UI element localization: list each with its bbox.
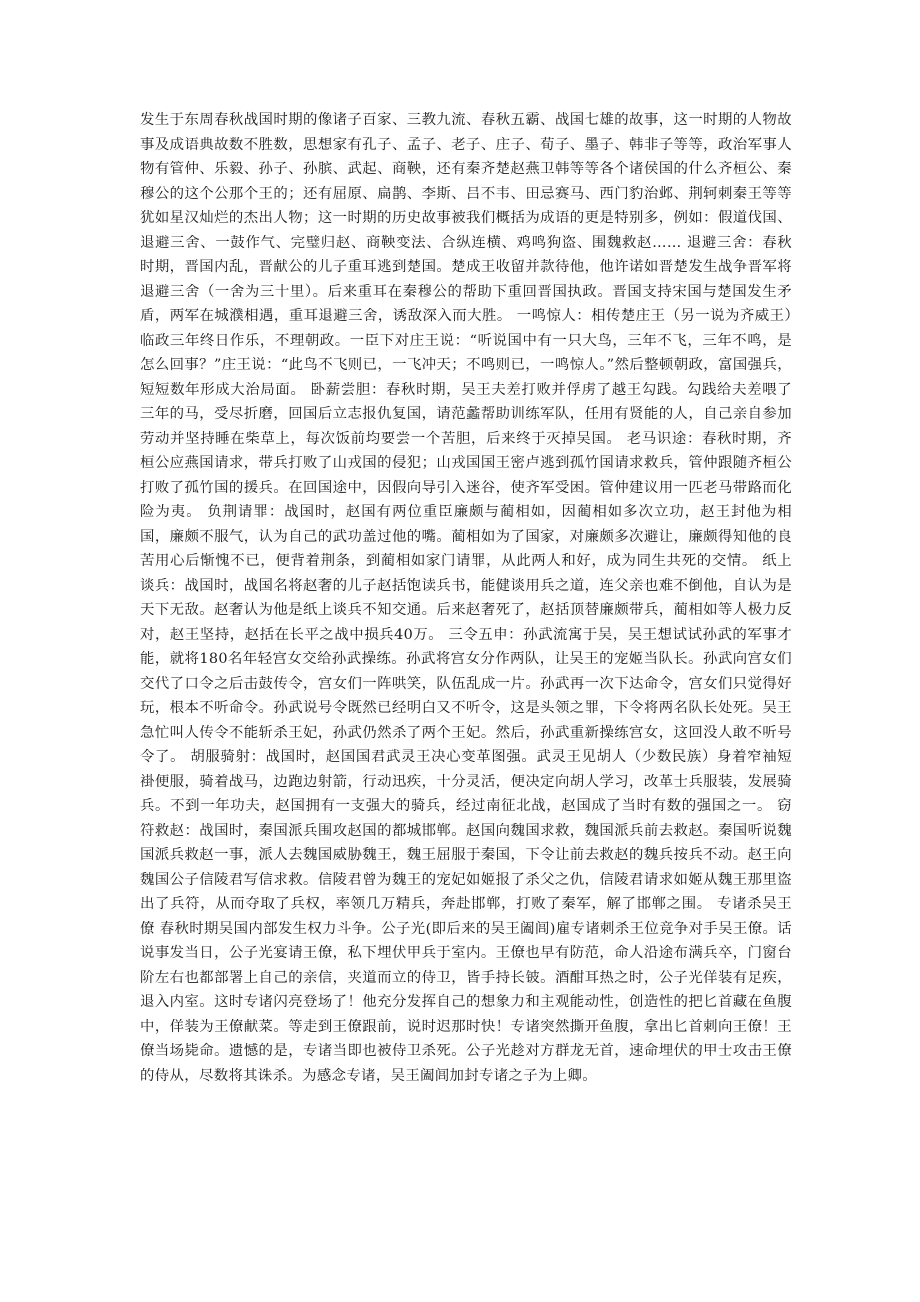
body-paragraph: 发生于东周春秋战国时期的像诸子百家、三教九流、春秋五霸、战国七雄的故事，这一时期的人物故事及成语典故数不胜数，思想家有孔子、孟子、老子、庄子、荀子、墨子、韩非子等等，政治军事人物有管仲、乐毅、孙子、孙膑、武起、商鞅，还有秦齐楚赵燕卫韩等等各个诸侯国的什么齐桓公、秦穆公的这个公那个王的；还有屈原、扁鹊、李斯、吕不韦、田忌赛马、西门豹治邺、荆轲刺秦王等等犹如星汉灿烂的杰出人物；这一时期的历史故事被我们概括为成语的更是特别多，例如：假道伐国、退避三舍、一鼓作气、完璧归赵、商鞅变法、合纵连横、鸡鸣狗盗、围魏救赵…… 退避三舍：春秋时期，晋国内乱，晋献公的儿子重耳逃到楚国。楚成王收留并款待他，他许诺如晋楚发生战争晋军将退避三舍（一舍为三十里）。后来重耳在秦穆公的帮助下重回晋国执政。晋国支持宋国与楚国发生矛盾，两军在城濮相遇，重耳退避三舍，诱敌深入而大胜。 一鸣惊人：相传楚庄王（另一说为齐威王）临政三年终日作乐，不理朝政。一臣下对庄王说：“听说国中有一只大鸟，三年不飞，三年不鸣，是怎么回事？”庄王说：“此鸟不飞则已，一飞冲天；不鸣则已，一鸣惊人。”然后整顿朝政，富国强兵，短短数年形成大治局面。 卧薪尝胆：春秋时期，吴王夫差打败并俘虏了越王勾践。勾践给夫差喂了三年的马，受尽折磨，回国后立志报仇复国，请范蠡帮助训练军队，任用有贤能的人，自己亲自参加劳动并坚持睡在柴草上，每次饭前均要尝一个苦胆，后来终于灭掉吴国。 老马识途：春秋时期，齐桓公应燕国请求，带兵打败了山戎国的侵犯；山戎国国王密卢逃到孤竹国请求救兵，管仲跟随齐桓公打败了孤竹国的援兵。在回国途中，因假向导引入迷谷，使齐军受困。管仲建议用一匹老马带路而化险为夷。 负荆请罪：战国时，赵国有两位重臣廉颇与蔺相如，因蔺相如多次立功，赵王封他为相国，廉颇不服气，认为自己的武功盖过他的嘴。蔺相如为了国家，对廉颇多次避让，廉颇得知他的良苦用心后惭愧不已，便背着荆条，到蔺相如家门请罪，从此两人和好，成为同生共死的交情。 纸上谈兵：战国时，战国名将赵奢的儿子赵括饱读兵书，能健谈用兵之道，连父亲也难不倒他，自认为是天下无敌。赵奢认为他是纸上谈兵不知交通。后来赵奢死了，赵括顶替廉颇带兵，蔺相如等人极力反对，赵王坚持，赵括在长平之战中损兵40万。 三令五申：孙武流寓于吴，吴王想试试孙武的军事才能，就将180名年轻宫女交给孙武操练。孙武将宫女分作两队，让吴王的宠姬当队长。孙武向宫女们交代了口令之后击鼓传令，宫女们一阵哄笑，队伍乱成一片。孙武再一次下达命令，宫女们只觉得好玩，根本不听命令。孙武说号令既然已经明白又不听令，这是头领之罪，下令将两名队长处死。吴王急忙叫人传令不能斩杀王妃，孙武仍然杀了两个王妃。然后，孙武重新操练宫女，这回没人敢不听号令了。 胡服骑射：战国时，赵国国君武灵王决心变革图强。武灵王见胡人（少数民族）身着窄袖短褂便服，骑着战马，边跑边射箭，行动迅疾，十分灵活，便决定向胡人学习，改革士兵服装，发展骑兵。不到一年功夫，赵国拥有一支强大的骑兵，经过南征北战，赵国成了当时有数的强国之一。 窃符救赵：战国时，秦国派兵围攻赵国的都城邯郸。赵国向魏国求救，魏国派兵前去救赵。秦国听说魏国派兵救赵一事，派人去魏国威胁魏王，魏王屈服于秦国，下令让前去救赵的魏兵按兵不动。赵王向魏国公子信陵君写信求救。信陵君曾为魏王的宠妃如姬报了杀父之仇，信陵君请求如姬从魏王那里盗出了兵符，从而夺取了兵权，率领几万精兵，奔赴邯郸，打败了秦军，解了邯郸之围。 专诸杀吴王僚 春秋时期吴国内部发生权力斗争。公子光(即后来的吴王阖闾)雇专诸刺杀王位竞争对手吴王僚。话说事发当日，公子光宴请王僚，私下埋伏甲兵于室内。王僚也早有防范，命人沿途布满兵卒，门窗台阶左右也都部署上自己的亲信，夹道而立的侍卫，皆手持长铍。酒酣耳热之时，公子光佯装有足疾，退入内室。这时专诸闪亮登场了！他充分发挥自己的想象力和主观能动性，创造性的把匕首藏在鱼腹中，佯装为王僚献菜。等走到王僚跟前，说时迟那时快！专诸突然撕开鱼腹，拿出匕首刺向王僚！王僚当场毙命。遗憾的是，专诸当即也被侍卫杀死。公子光趁对方群龙无首，速命埋伏的甲士攻击王僚的侍从，尽数将其诛杀。为感念专诸，吴王阖闾加封专诸之子为上卿。 (140, 112, 792, 1084)
